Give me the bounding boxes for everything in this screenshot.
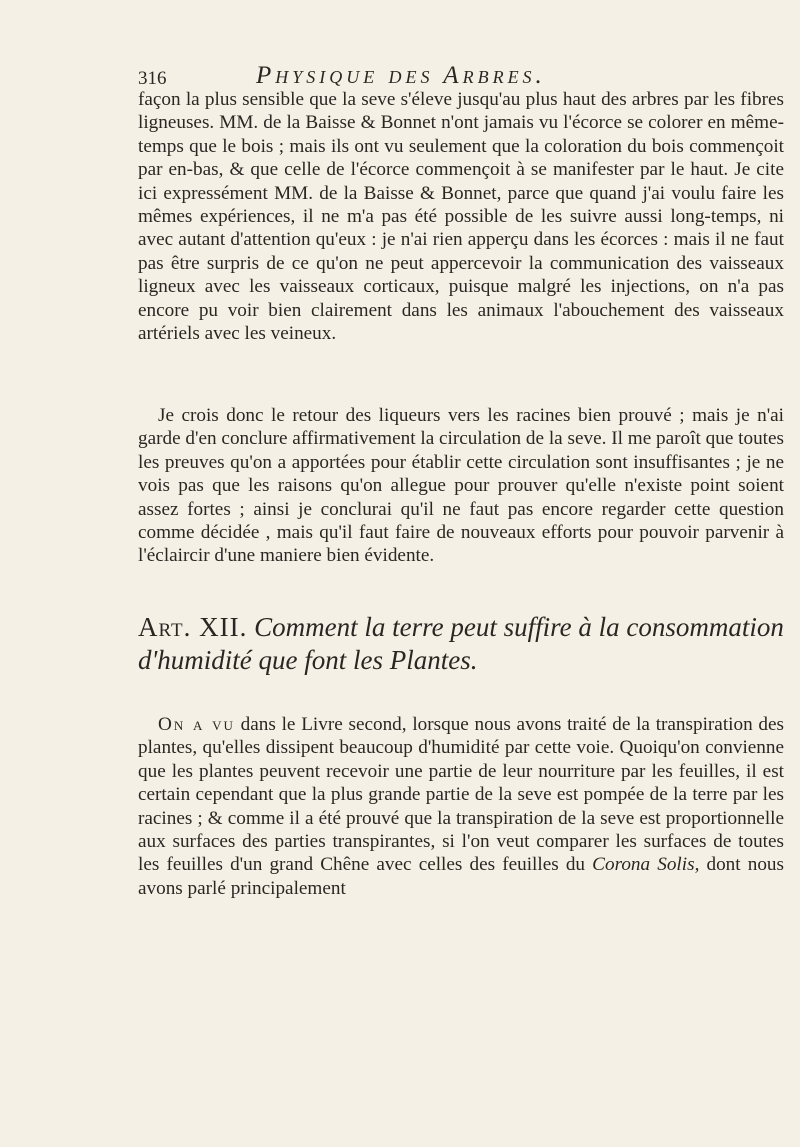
paragraph-3-italic: Corona Solis [592,854,695,876]
paragraph-3-tail: , dont nous avons parlé principalement [138,854,784,899]
article-title: Comment la terre peut suffire à la consommation d'humidité que font les Plantes. [138,612,784,675]
paragraph-3-lead: On a vu [158,714,235,735]
paragraph-1 [138,88,784,345]
article-heading [138,611,784,677]
paragraph-2-text: Je crois donc le retour des liqueurs vers les racines bien prouvé ; mais je n'ai garde d'en conclure affirmativement la circulation de la seve. Il me paroît que toutes les preuves qu'on a apportées pour établir cette circulation sont insuffisantes ; je ne vois pas que les raisons qu'on allegue pour prouver qu'elle n'existe point soient assez fortes ; ainsi je conclurai qu'il ne faut pas encore regarder cette question comme décidée , mais qu'il faut faire de nouveaux efforts pour pouvoir parvenir à l'éclaircir d'une maniere bien évidente. [138,405,784,567]
paragraph-3-text [138,713,784,900]
paragraph-3 [138,713,784,900]
paragraph-3-body: dans le Livre second, lorsque nous avons traité de la transpiration des plantes, qu'elles dissipent beaucoup d'humidité par cette voie. Quoiqu'on convienne que les plantes peuvent recevoir une partie de leur nourriture par les feuilles, il est certain cependant que la plus grande partie de la seve est pompée de la terre par les racines ; & comme il a été prouvé que la transpiration de la seve est proportionnelle aux surfaces des parties transpirantes, si l'on veut comparer les surfaces de toutes les feuilles d'un grand Chêne avec celles des feuilles du [138,714,784,876]
paragraph-1-text: façon la plus sensible que la seve s'éleve jusqu'au plus haut des arbres par les fibres ligneuses. MM. de la Baisse & Bonnet n'ont jamais vu l'écorce se colorer en même-temps que le bois ; mais ils ont vu seulement que la coloration du bois commençoit par en-bas, & que celle de l'écorce commençoit à se manifester par le haut. Je cite ici expressément MM. de la Baisse & Bonnet, parce que quand j'ai voulu faire les mêmes expériences, il ne m'a pas été possible de les suivre aussi long-temps, ni avec autant d'attention qu'eux : je n'ai rien apperçu dans les écorces : mais il ne faut pas être surpris de ce qu'on ne peut appercevoir la communication des vaisseaux ligneux avec les vaisseaux corticaux, puisque malgré les injections, on n'a pas encore pu voir bien clairement dans les animaux l'abouchement des vaisseaux artériels avec les veineux. [138,89,784,345]
article-label: Art. XII. [138,612,248,642]
page-number: 316 [138,68,167,89]
running-title: Physique des Arbres. [256,62,546,89]
paragraph-2 [138,404,784,568]
